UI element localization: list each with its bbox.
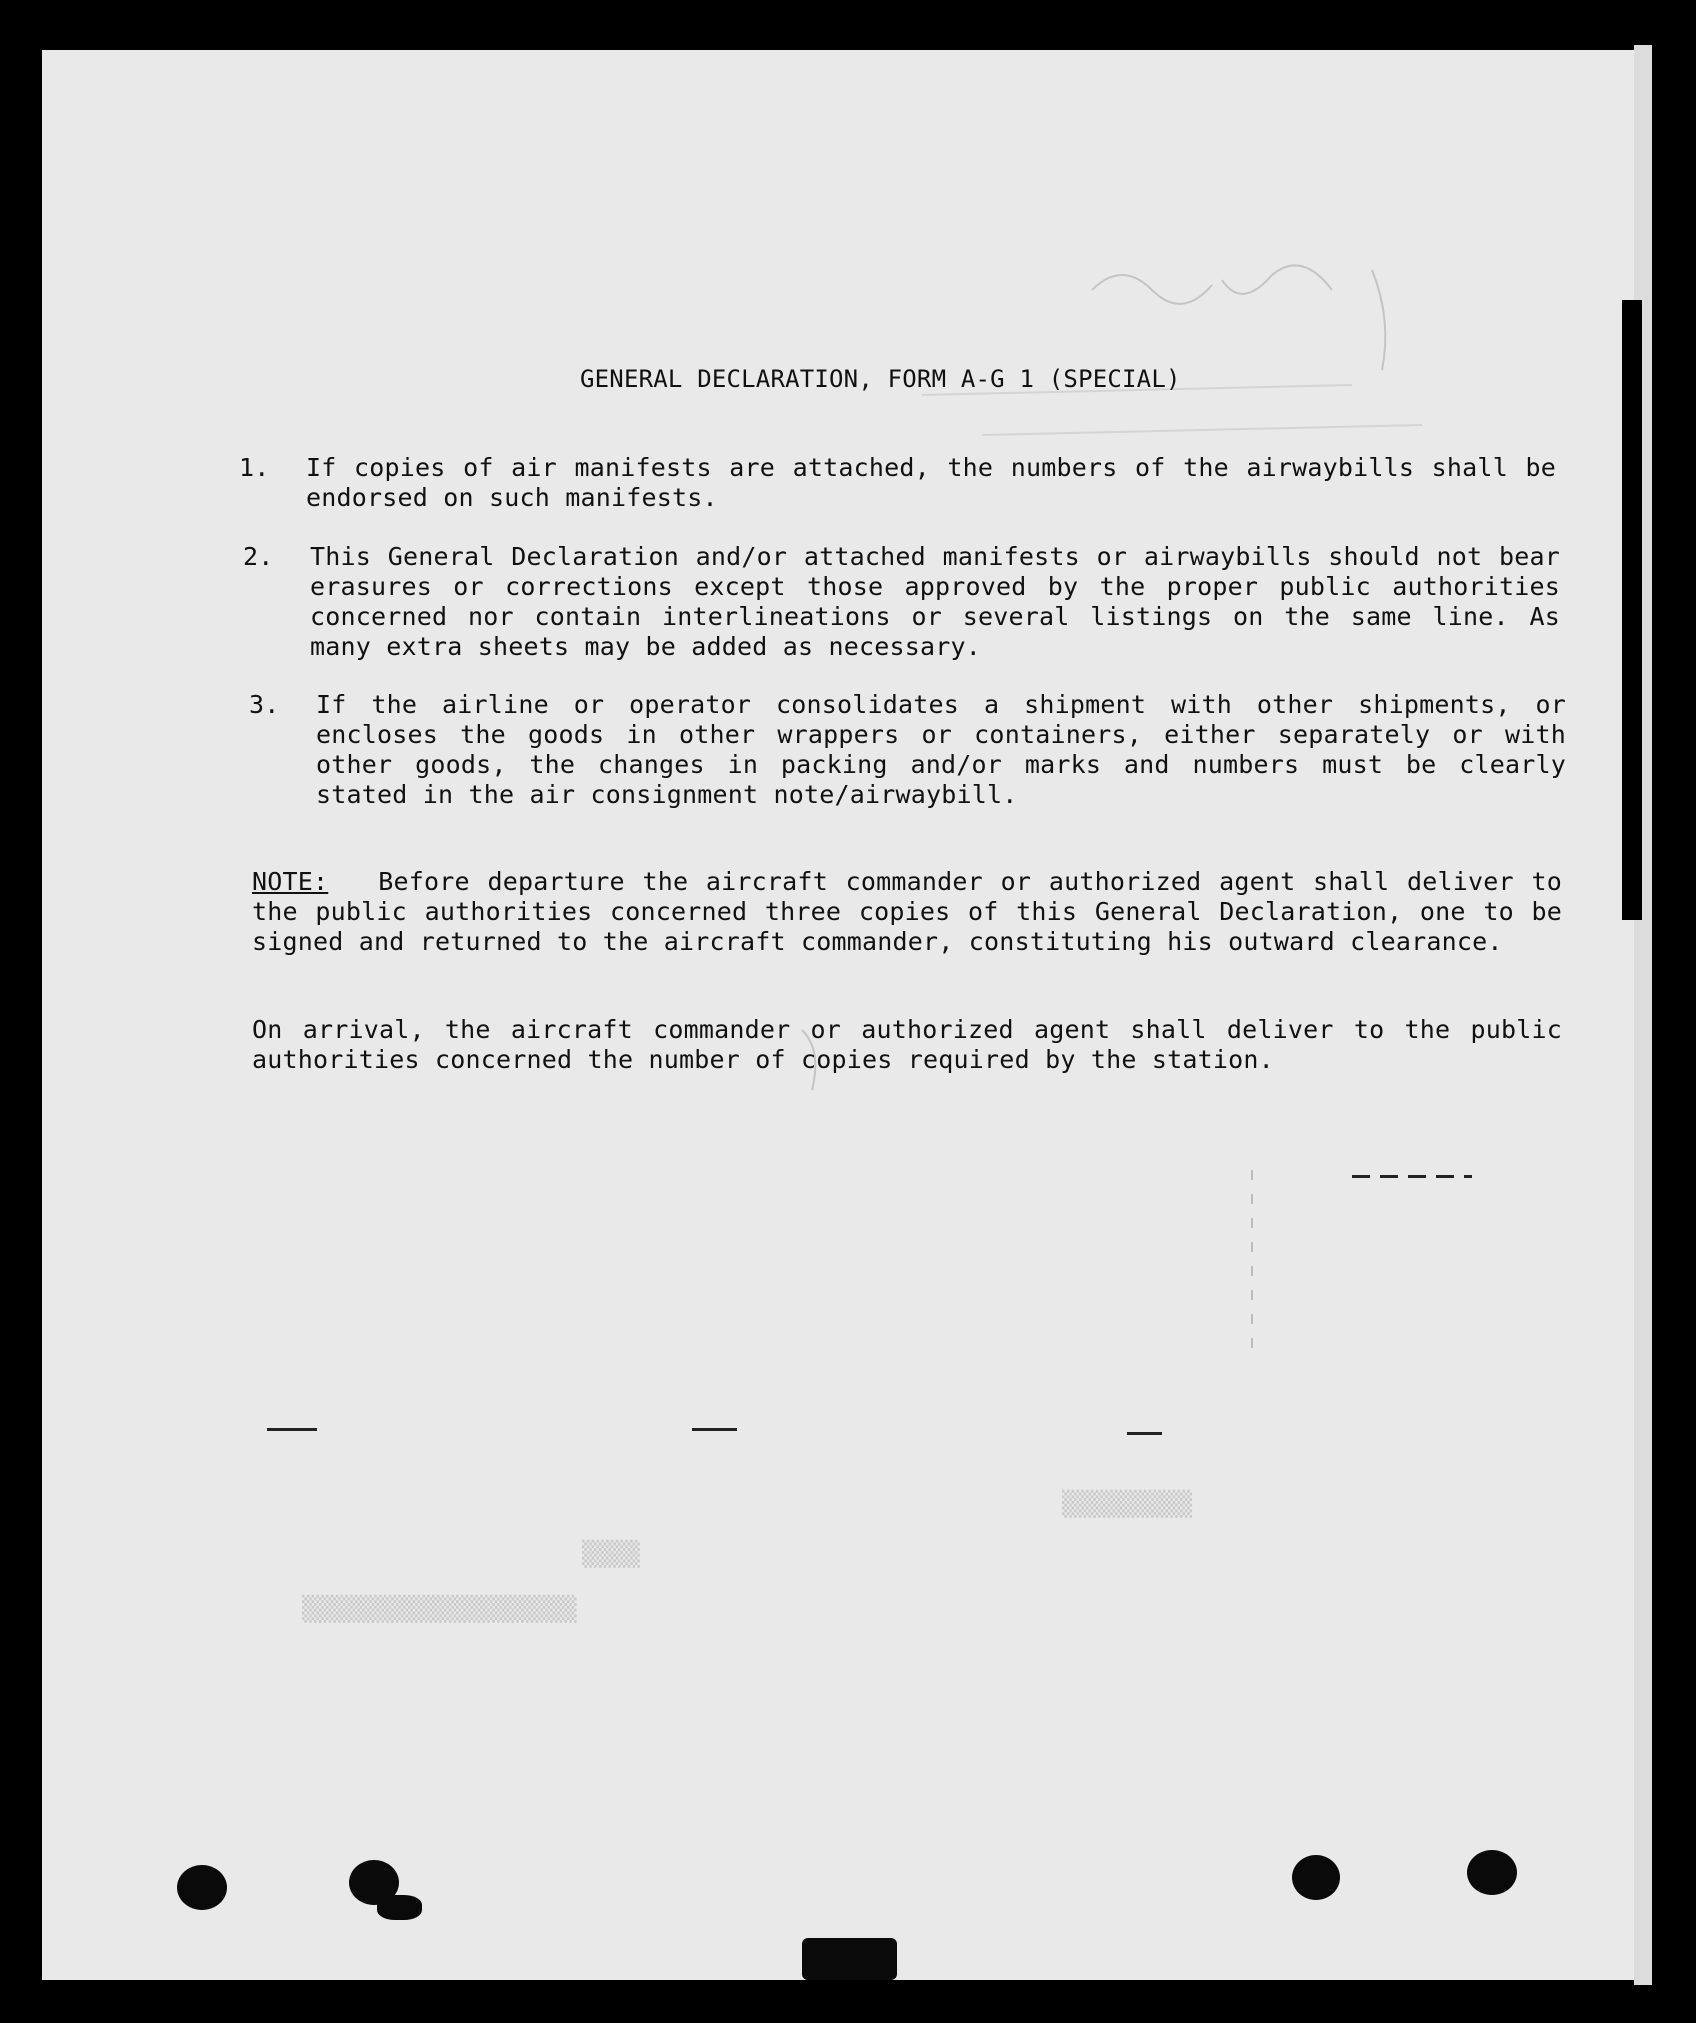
dash-mark <box>1352 1175 1472 1178</box>
note-paragraph <box>252 867 1562 957</box>
list-item-text: This General Declaration and/or attached manifests or airwaybills should not bear erasures or corrections except those approved by the proper public authorities concerned nor contain interlineations or several listings on the same line. As many extra sheets may be added as necessary. <box>310 542 1560 661</box>
list-item-number: 2. <box>243 542 274 571</box>
dash-mark <box>692 1428 737 1431</box>
list-item-text: If copies of air manifests are attached, the numbers of the airwaybills shall be endorsed on such manifests. <box>306 453 1556 512</box>
list-item-number: 3. <box>249 690 280 719</box>
bleed-through-text: ▒▒▒▒▒▒▒▒▒ <box>1062 1490 1193 1518</box>
note-text: Before departure the aircraft commander or authorized agent shall deliver to the public authorities concerned three copies of this General Declaration, one to be signed and returned to the aircraft commander, constituting his outward clearance. <box>252 867 1562 956</box>
page-edge-shadow <box>1622 300 1642 920</box>
ink-blot <box>1467 1850 1517 1895</box>
dash-mark <box>267 1428 317 1431</box>
bleed-through-text: ▒▒▒▒▒▒▒▒▒▒▒▒▒▒▒▒▒▒▒ <box>302 1595 577 1623</box>
ink-blot <box>377 1895 422 1920</box>
list-item-number: 1. <box>239 453 270 482</box>
bleed-through-text: ▒▒▒▒ <box>582 1540 640 1568</box>
ink-blot <box>177 1865 227 1910</box>
document-title: GENERAL DECLARATION, FORM A-G 1 (SPECIAL) <box>580 365 1181 393</box>
ink-blot <box>1292 1855 1340 1900</box>
dash-mark <box>1127 1432 1162 1435</box>
arrival-paragraph: On arrival, the aircraft commander or authorized agent shall deliver to the public authorities concerned the number of copies required by the station. <box>252 1015 1562 1074</box>
ink-blot <box>802 1938 897 1980</box>
document-page <box>42 50 1634 1980</box>
list-item-text: If the airline or operator consolidates a shipment with other shipments, or encloses the goods in other wrappers or containers, either separately or with other goods, the changes in packing and/or marks and numbers must be clearly stated in the air consignment note/airwaybill. <box>316 690 1566 809</box>
note-label: NOTE: <box>252 867 329 896</box>
